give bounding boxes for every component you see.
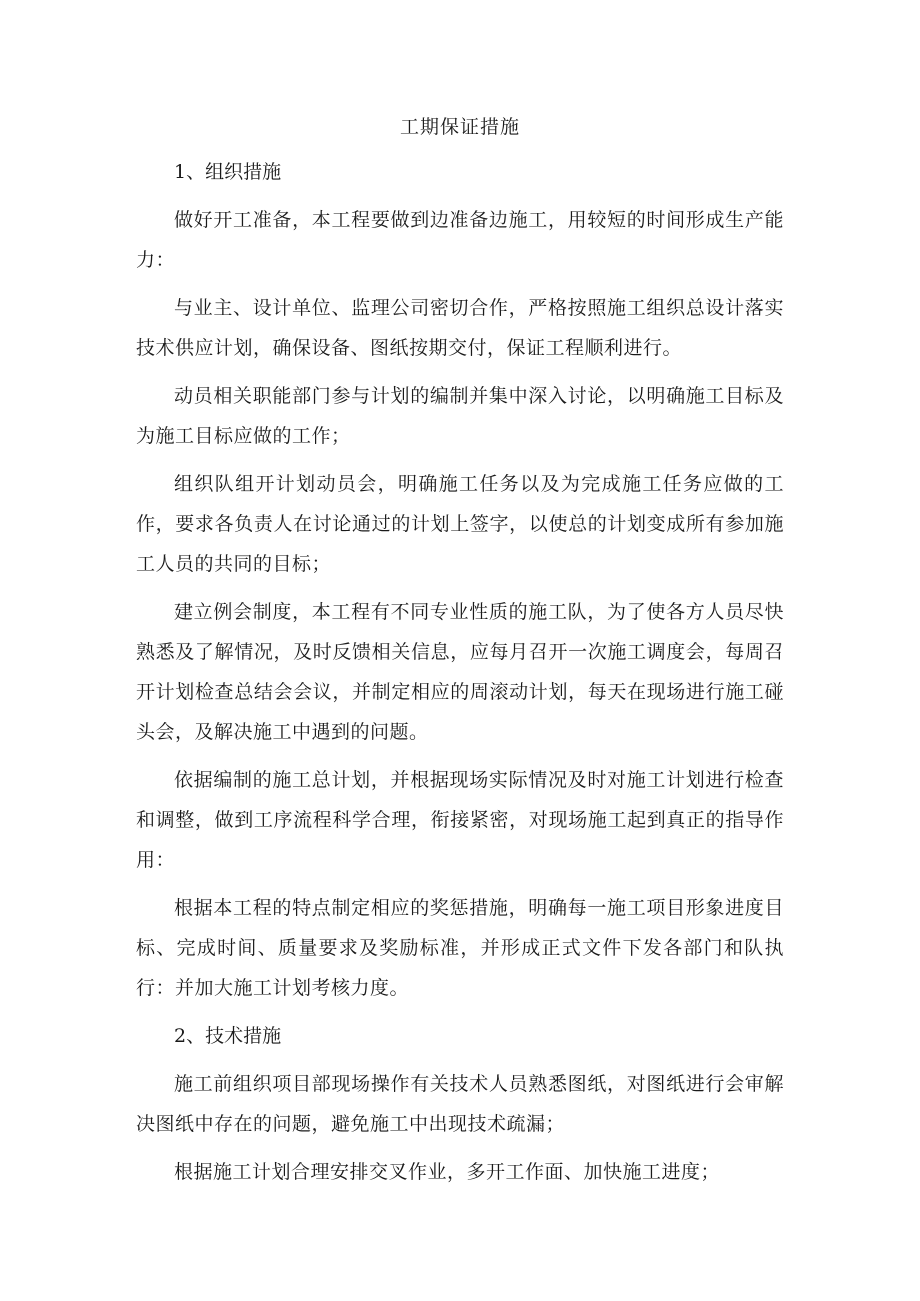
paragraph: 依据编制的施工总计划，并根据现场实际情况及时对施工计划进行检查和调整，做到工序流程科学合理，衔接紧密，对现场施工起到真正的指导作用： [136, 769, 784, 871]
paragraph: 做好开工准备，本工程要做到边准备边施工，用较短的时间形成生产能力： [136, 209, 784, 271]
paragraph: 施工前组织项目部现场操作有关技术人员熟悉图纸，对图纸进行会审解决图纸中存在的问题，避免施工中出现技术疏漏； [136, 1073, 784, 1135]
section-heading-technical: 2、技术措施 [174, 1025, 282, 1047]
paragraph: 根据本工程的特点制定相应的奖惩措施，明确每一施工项目形象进度目标、完成时间、质量要求及奖励标准，并形成正式文件下发各部门和队执行：并加大施工计划考核力度。 [136, 897, 784, 999]
paragraph: 与业主、设计单位、监理公司密切合作，严格按照施工组织总设计落实技术供应计划，确保设备、图纸按期交付，保证工程顺利进行。 [136, 297, 784, 359]
document-title: 工期保证措施 [399, 116, 520, 138]
document-body [136, 152, 784, 1192]
section-heading-organization: 1、组织措施 [174, 161, 282, 183]
paragraph: 根据施工计划合理安排交叉作业，多开工作面、加快施工进度； [174, 1161, 721, 1183]
paragraph: 动员相关职能部门参与计划的编制并集中深入讨论，以明确施工目标及为施工目标应做的工作； [136, 385, 784, 447]
paragraph: 组织队组开计划动员会，明确施工任务以及为完成施工任务应做的工作，要求各负责人在讨论通过的计划上签字，以使总的计划变成所有参加施工人员的共同的目标； [136, 473, 784, 575]
paragraph: 建立例会制度，本工程有不同专业性质的施工队，为了使各方人员尽快熟悉及了解情况，及时反馈相关信息，应每月召开一次施工调度会，每周召开计划检查总结会会议，并制定相应的周滚动计划，每天在现场进行施工碰头会，及解决施工中遇到的问题。 [136, 601, 784, 743]
